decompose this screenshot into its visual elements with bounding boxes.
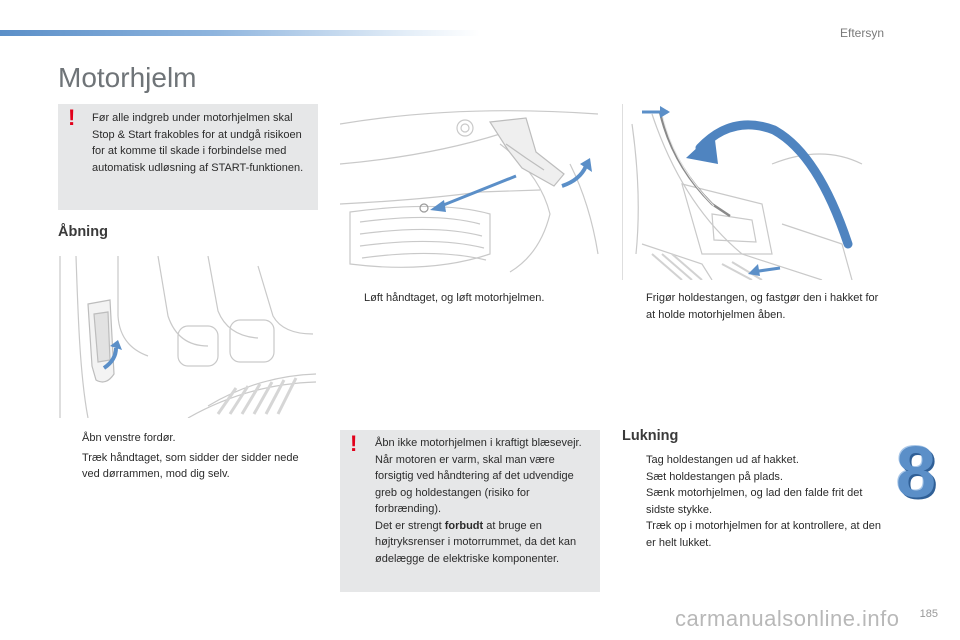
warning-icon: ! [68,105,76,130]
illustration-hood-release-lever [58,256,318,418]
list-item [340,290,600,307]
list-item [622,469,882,486]
list-item [622,290,882,323]
closing-steps [622,452,882,551]
opening-steps-left [58,430,308,486]
illustration-support-rod [622,104,882,280]
list-item [622,518,882,551]
chapter-number: 8 [896,433,937,513]
page-title: Motorhjelm [58,62,197,93]
warning-line-pressure [375,518,595,568]
list-item [58,450,308,483]
step-text: Træk håndtaget, som sidder der sidder nede ved dørrammen, mod dig selv. [82,451,299,480]
step-text: Tag holdestangen ud af hakket. [646,454,799,466]
warning-line-wind: Åbn ikke motorhjelmen i kraftigt blæsevejr. [375,437,582,449]
step-text: Sænk motorhjelmen, og lad den falde frit det sidste stykke. [646,487,863,516]
step-text: Åbn venstre fordør. [82,432,176,444]
illustration-hood-handle [340,104,600,278]
warning-icon: ! [350,431,358,456]
warning-text: Før alle indgreb under motorhjelmen skal Stop & Start frakobles for at undgå risikoen for at komme til skade i forbindelse med automatisk udløsning af START-funktionen. [92,112,304,174]
warning-text-block [375,435,595,567]
watermark: carmanualsonline.info [675,606,900,631]
closing-heading: Lukning [622,428,679,444]
opening-step-middle [340,290,600,310]
header-accent-bar [0,30,480,36]
step-text: Træk op i motorhjelmen for at kontrollere, at den er helt lukket. [646,520,881,549]
page-number: 185 [919,608,938,620]
step-text: Sæt holdestangen på plads. [646,470,783,483]
opening-step-right [622,290,882,326]
step-text: Frigør holdestangen, og fastgør den i hakket for at holde motorhjelmen åben. [646,292,879,321]
warning-line-pressure-end: at bruge en højtryksrenser i motorrummet, da det kan ødelægge de elektriske komponenter. [375,519,577,565]
section-title: Eftersyn [839,26,884,40]
list-item [622,452,882,469]
list-item [58,430,308,447]
warning-box-safety [340,430,600,592]
warning-line-pressure-start: Det er strengt [375,519,445,532]
warning-forbidden-word: forbudt [444,519,484,532]
opening-heading: Åbning [58,224,108,240]
warning-line-hot: Når motoren er varm, skal man være forsigtig ved håndtering af det udvendige greb og holdestangen (risiko for forbrænding). [375,453,574,515]
step-text: Løft håndtaget, og løft motorhjelmen. [364,292,545,304]
list-item [622,485,882,518]
warning-box-stop-start [58,104,318,210]
